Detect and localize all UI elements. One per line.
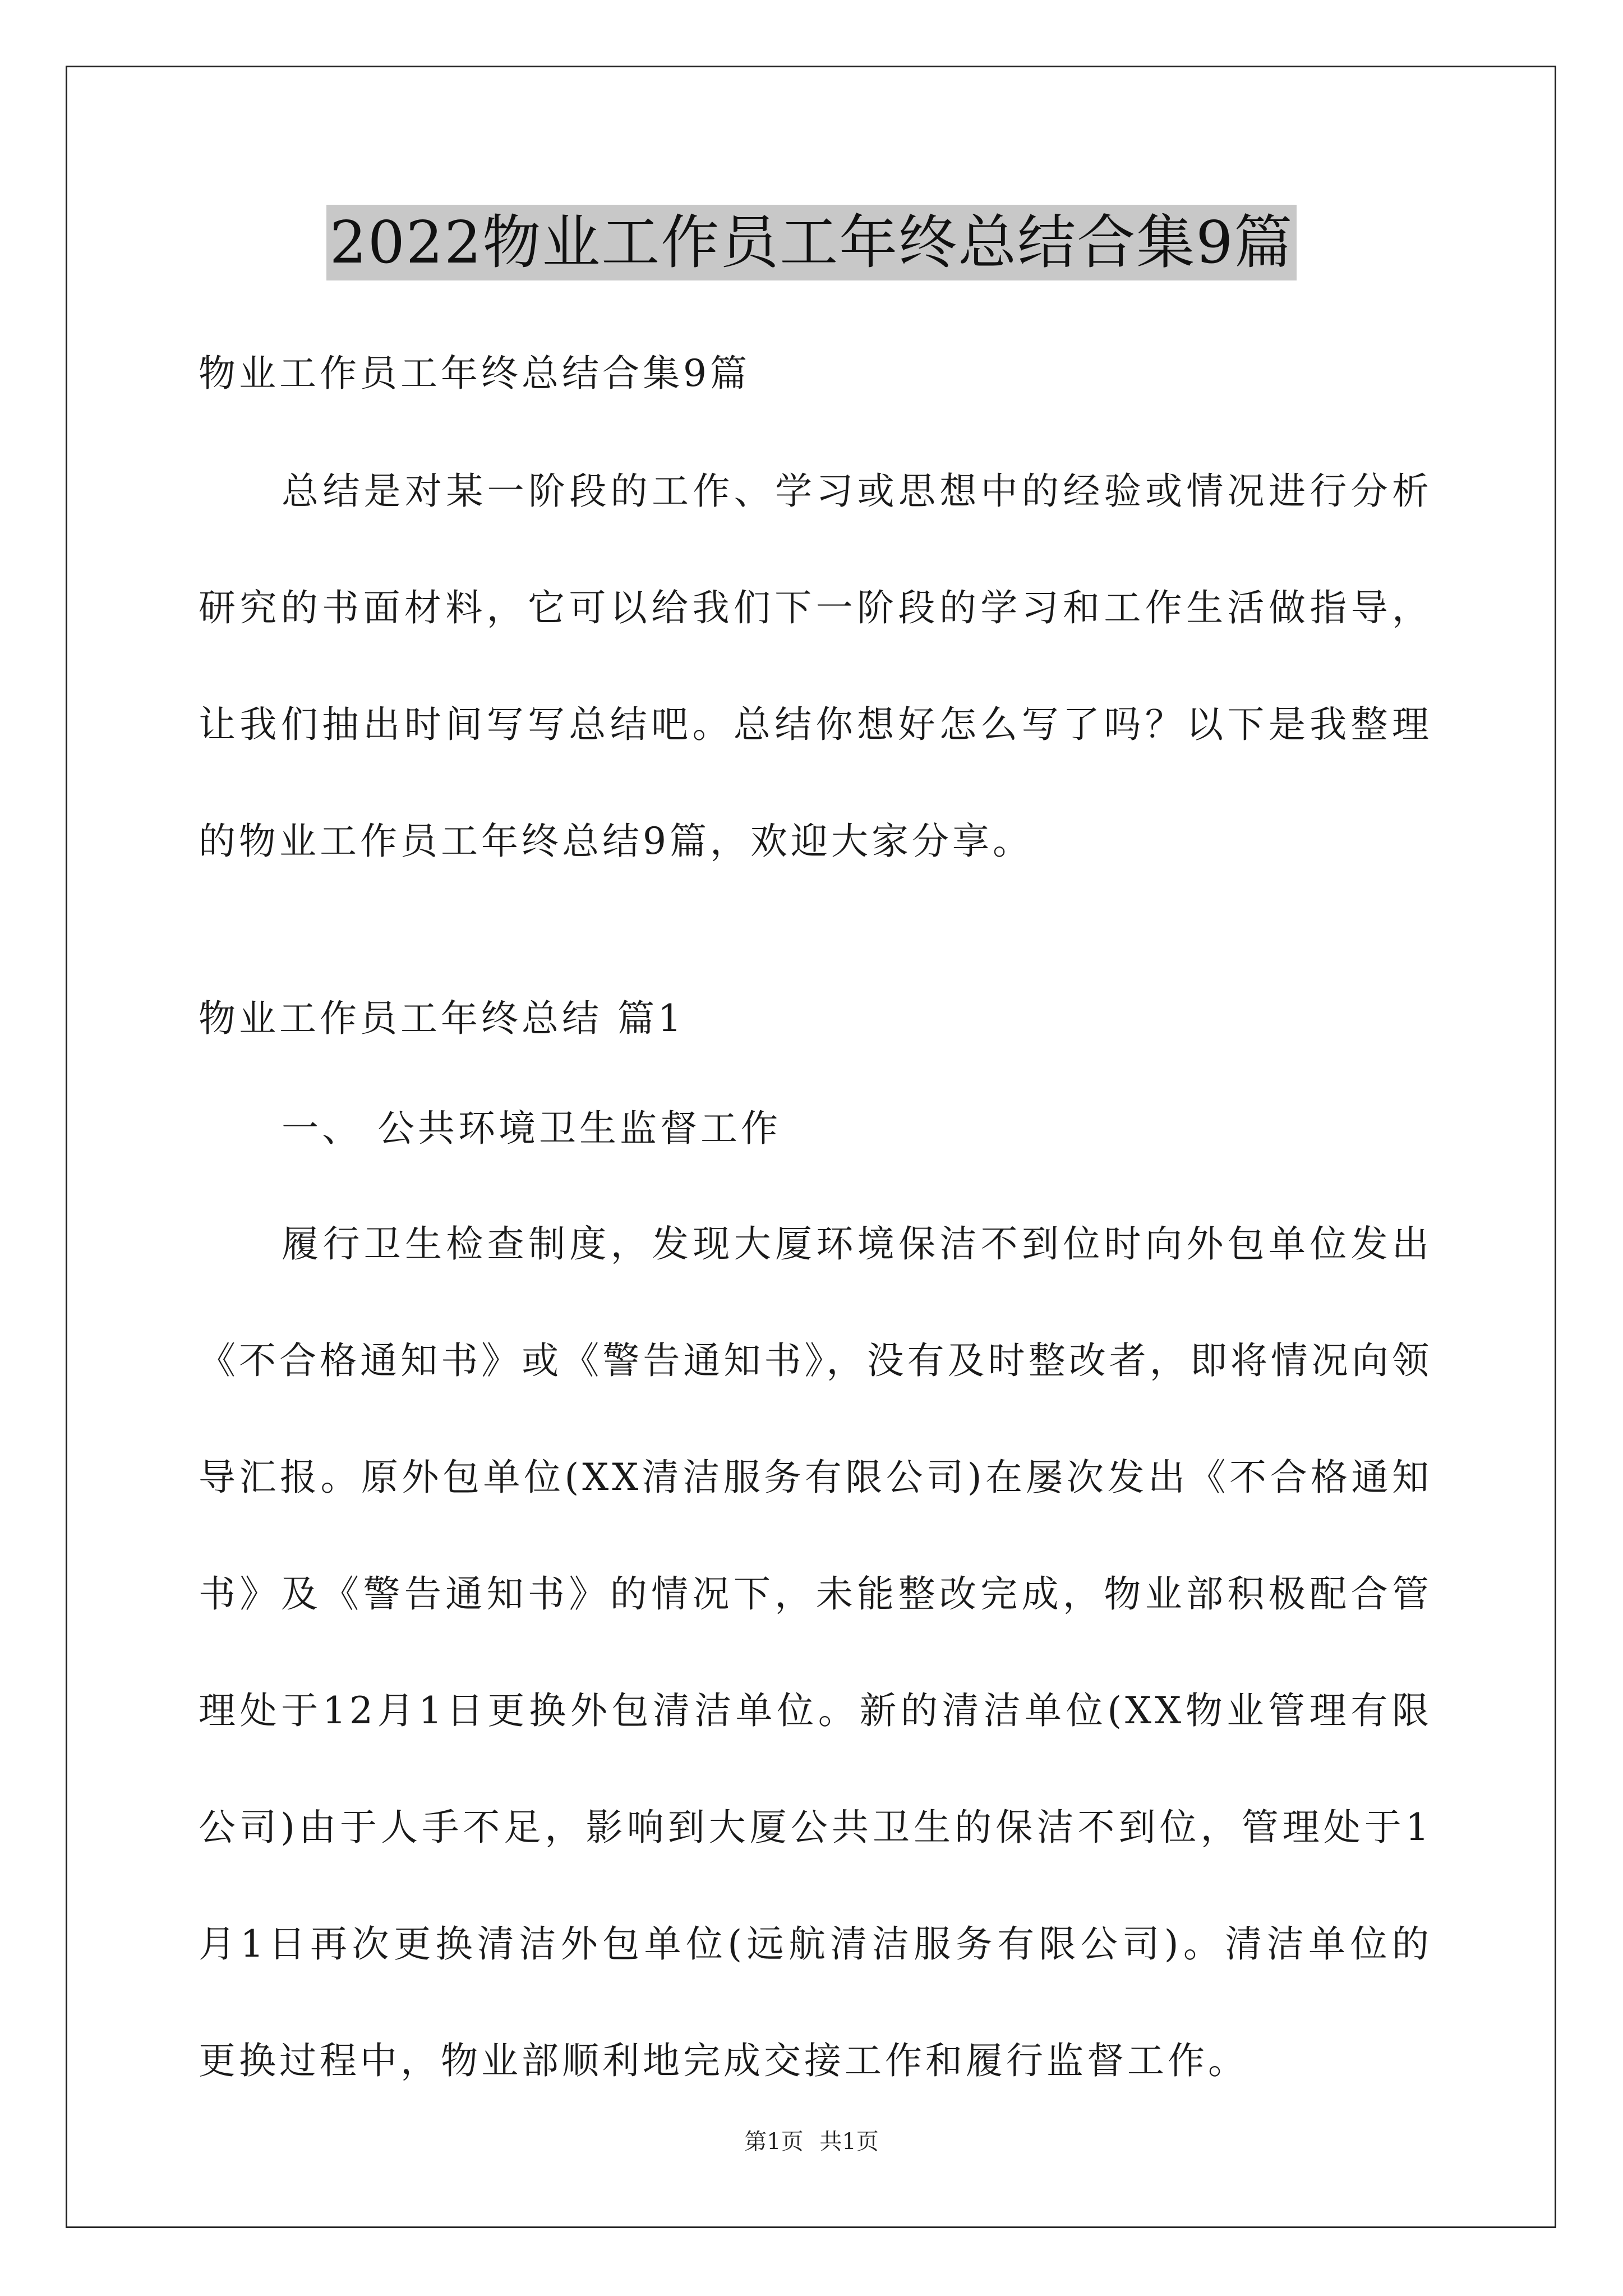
body-line: 书》及《警告通知书》的情况下，未能整改完成，物业部积极配合管	[199, 1572, 1432, 1616]
document-subtitle: 物业工作员工年终总结合集9篇	[199, 352, 750, 395]
body-line: 导汇报。原外包单位(XX清洁服务有限公司)在屡次发出《不合格通知	[199, 1456, 1432, 1499]
intro-line: 的物业工作员工年终总结9篇，欢迎大家分享。	[199, 820, 1033, 863]
body-line: 公司)由于人手不足，影响到大厦公共卫生的保洁不到位，管理处于1	[199, 1806, 1432, 1849]
body-line: 《不合格通知书》或《警告通知书》，没有及时整改者，即将情况向领	[199, 1339, 1432, 1382]
document-title: 2022物业工作员工年终总结合集9篇	[326, 205, 1297, 280]
body-line: 月1日再次更换清洁外包单位(远航清洁服务有限公司)。清洁单位的	[199, 1922, 1432, 1966]
intro-line: 总结是对某一阶段的工作、学习或思想中的经验或情况进行分析	[282, 470, 1432, 513]
page-number: 第1页	[744, 2129, 804, 2155]
body-line: 更换过程中，物业部顺利地完成交接工作和履行监督工作。	[199, 2039, 1248, 2082]
intro-line: 研究的书面材料，它可以给我们下一阶段的学习和工作生活做指导，	[199, 586, 1432, 629]
page-footer	[0, 2126, 1623, 2157]
intro-line: 让我们抽出时间写写总结吧。总结你想好怎么写了吗？以下是我整理	[199, 703, 1432, 746]
body-line: 履行卫生检查制度，发现大厦环境保洁不到位时向外包单位发出	[282, 1222, 1432, 1266]
subsection-heading: 一、 公共环境卫生监督工作	[282, 1107, 781, 1150]
body-line: 理处于12月1日更换外包清洁单位。新的清洁单位(XX物业管理有限	[199, 1689, 1432, 1732]
title-container	[0, 205, 1623, 280]
section-heading: 物业工作员工年终总结 篇1	[199, 997, 685, 1040]
page-count: 共1页	[819, 2129, 879, 2155]
